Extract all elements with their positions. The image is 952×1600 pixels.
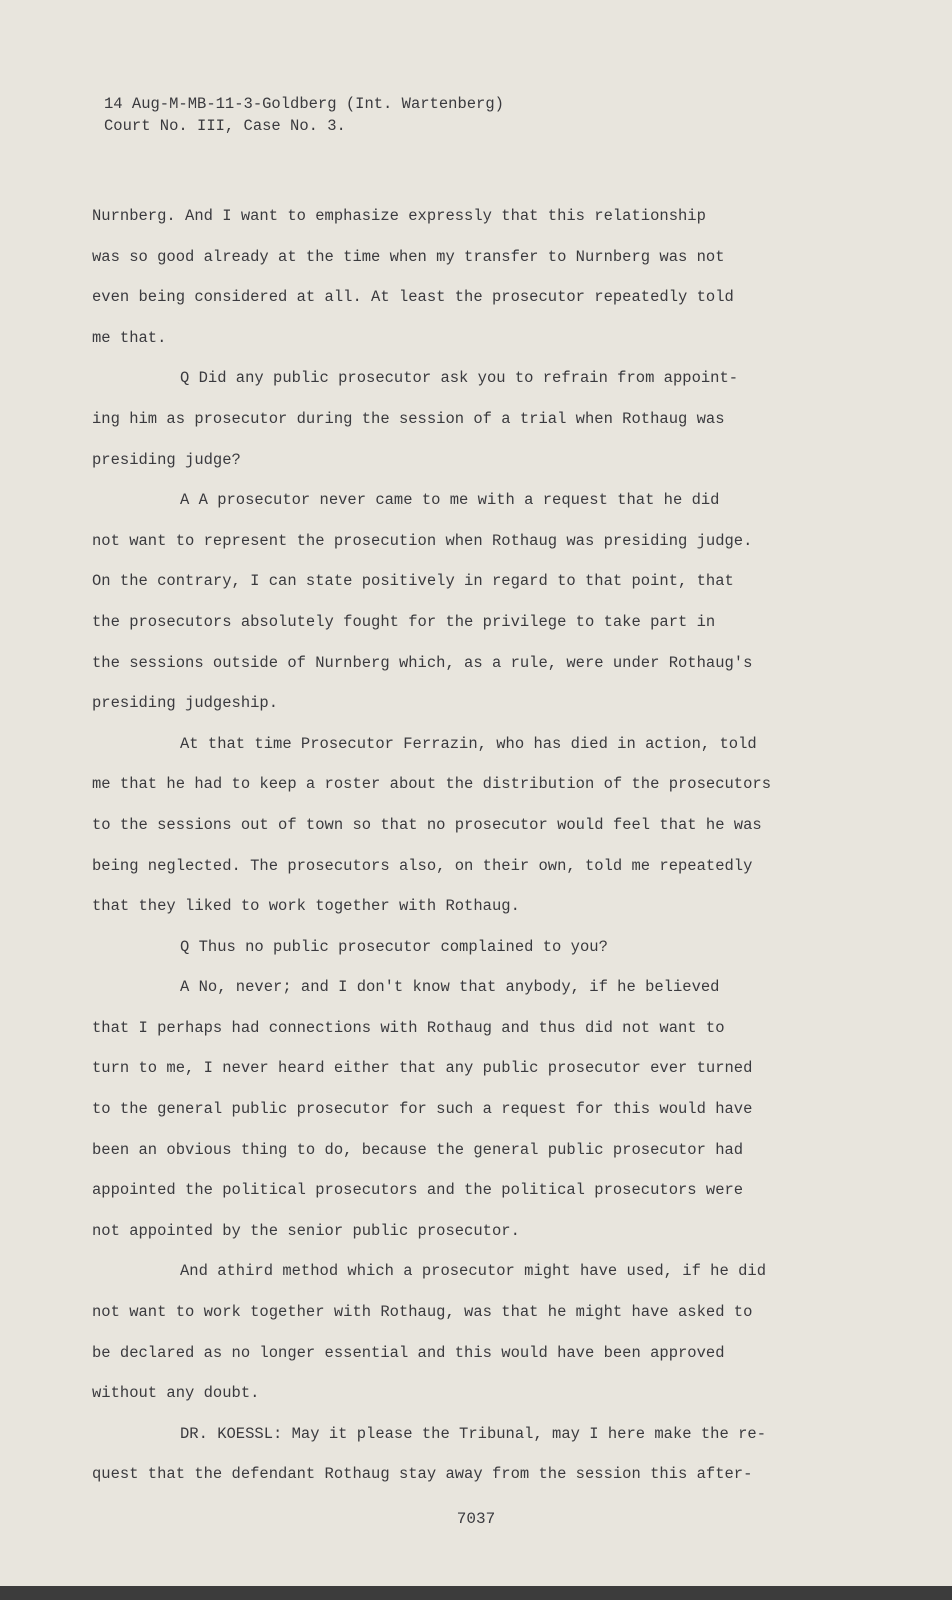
text-line: At that time Prosecutor Ferrazin, who has died in action, told xyxy=(180,734,757,753)
text-line: presiding judgeship. xyxy=(92,694,279,713)
text-line: that I perhaps had connections with Rothaug and thus did not want to xyxy=(92,1018,725,1037)
text-line: the prosecutors absolutely fought for the privilege to take part in xyxy=(92,612,716,631)
text-line: ing him as prosecutor during the session of a trial when Rothaug was xyxy=(92,409,725,428)
text-line: turn to me, I never heard either that any public prosecutor ever turned xyxy=(92,1059,753,1078)
text-line: to the general public prosecutor for such a request for this would have xyxy=(92,1100,753,1119)
text-line: Q Thus no public prosecutor complained to you? xyxy=(180,937,608,956)
text-line: was so good already at the time when my transfer to Nurnberg was not xyxy=(92,247,725,266)
text-line: been an obvious thing to do, because the general public prosecutor had xyxy=(92,1140,744,1159)
text-line: me that. xyxy=(92,328,167,347)
text-line: me that he had to keep a roster about the distribution of the prosecutors xyxy=(92,775,772,794)
text-line: being neglected. The prosecutors also, on their own, told me repeatedly xyxy=(92,856,753,875)
header-line-1: 14 Aug-M-MB-11-3-Goldberg (Int. Wartenberg) xyxy=(104,95,504,113)
document-header xyxy=(104,93,504,137)
text-line: without any doubt. xyxy=(92,1384,260,1403)
text-line: the sessions outside of Nurnberg which, as a rule, were under Rothaug's xyxy=(92,653,753,672)
header-line-2: Court No. III, Case No. 3. xyxy=(104,117,346,135)
text-line: On the contrary, I can state positively in regard to that point, that xyxy=(92,572,734,591)
text-line: not appointed by the senior public prosecutor. xyxy=(92,1221,520,1240)
text-line: that they liked to work together with Rothaug. xyxy=(92,897,520,916)
text-line: presiding judge? xyxy=(92,450,241,469)
text-line: not want to work together with Rothaug, was that he might have asked to xyxy=(92,1303,753,1322)
text-line: A No, never; and I don't know that anybody, if he believed xyxy=(180,978,720,997)
text-line: DR. KOESSL: May it please the Tribunal, may I here make the re- xyxy=(180,1424,766,1443)
text-line: Q Did any public prosecutor ask you to refrain from appoint- xyxy=(180,369,739,388)
text-line: And athird method which a prosecutor might have used, if he did xyxy=(180,1262,766,1281)
text-line: be declared as no longer essential and this would have been approved xyxy=(92,1343,725,1362)
text-line: A A prosecutor never came to me with a request that he did xyxy=(180,491,720,510)
document-body xyxy=(92,196,852,1495)
text-line: even being considered at all. At least the prosecutor repeatedly told xyxy=(92,288,734,307)
text-line: not want to represent the prosecution when Rothaug was presiding judge. xyxy=(92,531,753,550)
text-line: appointed the political prosecutors and the political prosecutors were xyxy=(92,1181,744,1200)
text-line: quest that the defendant Rothaug stay away from the session this after- xyxy=(92,1465,753,1484)
text-line: to the sessions out of town so that no prosecutor would feel that he was xyxy=(92,815,762,834)
page-number: 7037 xyxy=(456,1510,496,1528)
text-line: Nurnberg. And I want to emphasize expressly that this relationship xyxy=(92,207,706,225)
